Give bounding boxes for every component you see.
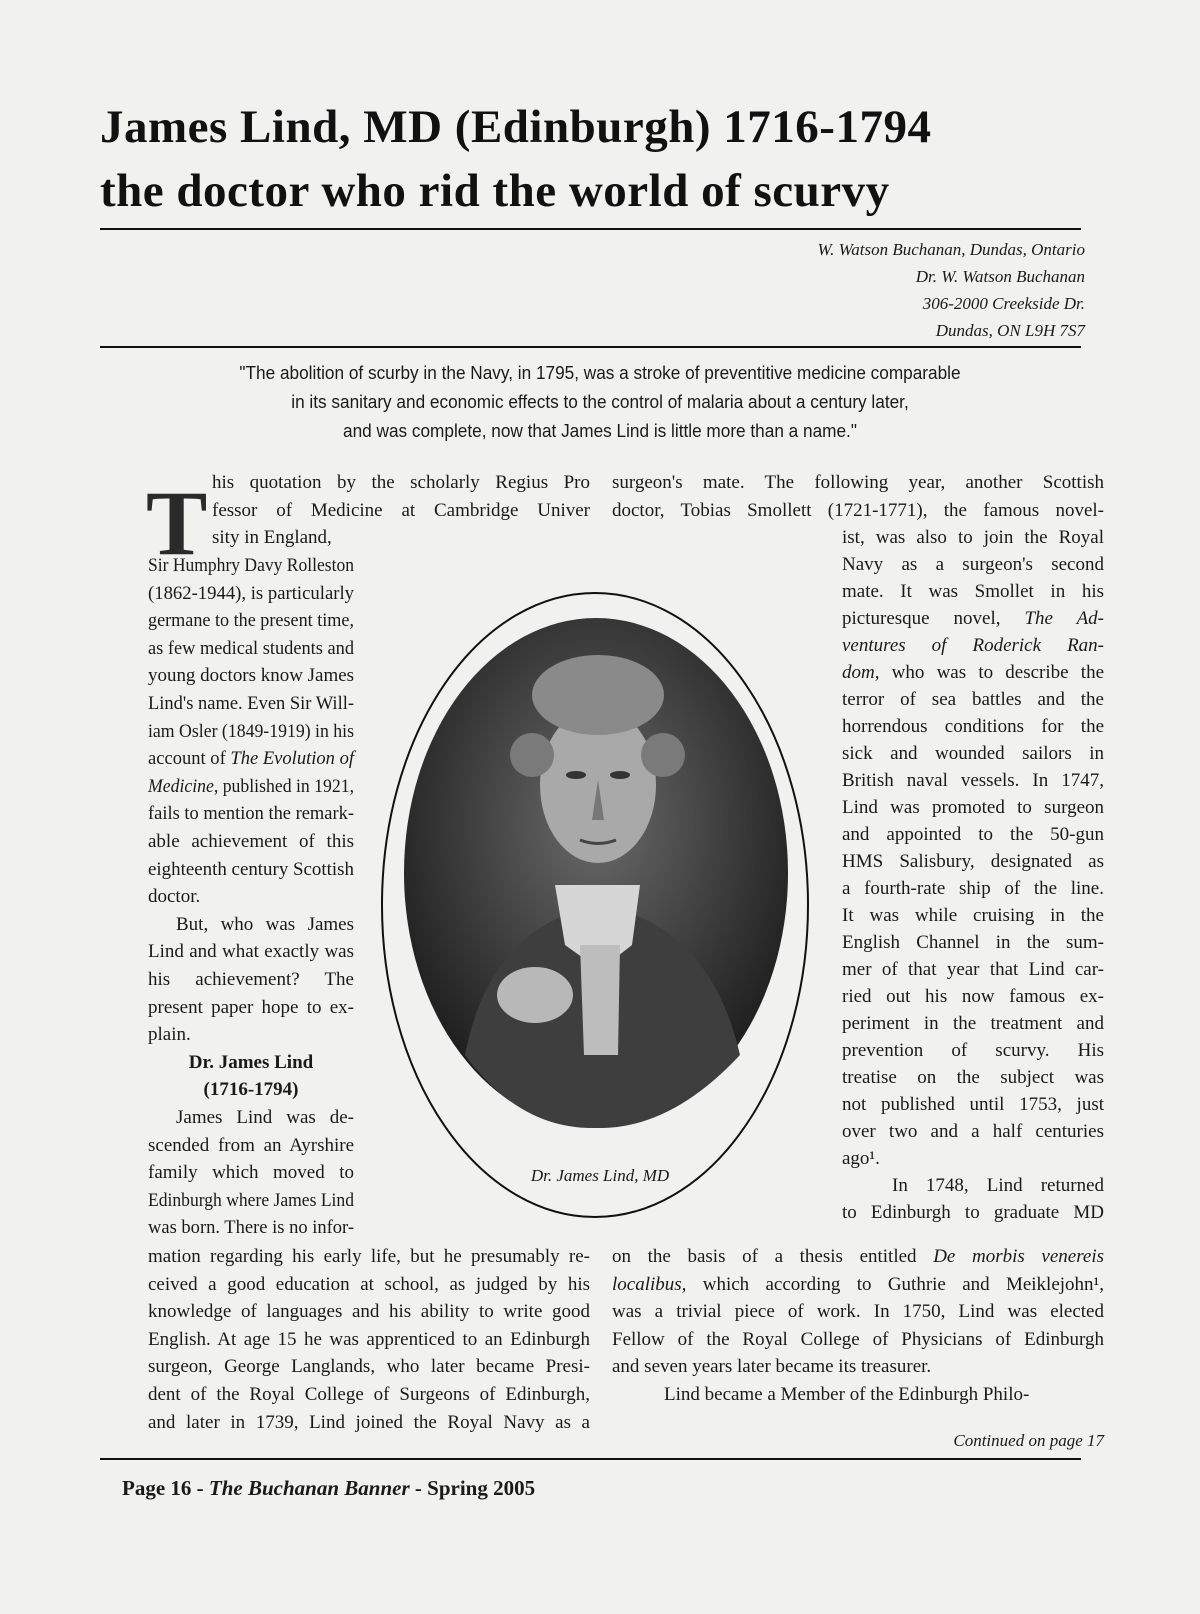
text-line: was born. There is no infor- <box>148 1217 354 1239</box>
text-line: English. At age 15 he was apprenticed to an Edinburgh <box>148 1328 590 1350</box>
text-line: treatise on the subject was <box>842 1067 1104 1088</box>
text-line: James Lind was de- <box>176 1107 354 1128</box>
text-line: and appointed to the 50-gun <box>842 824 1104 845</box>
text-line: Lind became a Member of the Edinburgh Philo- <box>664 1384 1030 1405</box>
quote-line-1: "The abolition of scurby in the Navy, in 1795, was a stroke of preventitive medicine comparable <box>239 362 961 383</box>
byline-city: Dundas, ON L9H 7S7 <box>935 321 1085 340</box>
text-line: sick and wounded sailors in <box>842 743 1104 764</box>
text-line: dom, who was to describe the <box>842 662 1104 683</box>
text-line: (1716-1794) <box>203 1079 299 1101</box>
portrait-frame <box>370 585 820 1225</box>
text-line: British naval vessels. In 1747, <box>842 770 1104 791</box>
text-line: Sir Humphry Davy Rolleston <box>148 555 354 576</box>
text-line: But, who was James <box>176 913 354 935</box>
drop-cap: T <box>146 472 208 574</box>
footer-rule <box>100 1458 1081 1460</box>
text-line: periment in the treatment and <box>842 1013 1104 1034</box>
text-line: fails to mention the remark- <box>148 803 354 825</box>
text-line: doctor. <box>148 886 201 908</box>
text-line: mer of that year that Lind car- <box>842 959 1104 980</box>
text-line: Lind's name. Even Sir Will- <box>148 693 354 714</box>
text-line: ried out his now famous ex- <box>842 986 1104 1007</box>
page-footer <box>122 1476 535 1501</box>
byline-author: W. Watson Buchanan, Dundas, Ontario <box>817 240 1085 259</box>
text-line: prevention of scurvy. His <box>842 1040 1104 1061</box>
text-line: germane to the present time, <box>148 610 354 632</box>
text-line: picturesque novel, The Ad- <box>842 608 1104 629</box>
portrait-image <box>404 618 788 1128</box>
text-line: account of The Evolution of <box>148 748 354 770</box>
text-line: (1862-1944), is particularly <box>148 582 354 604</box>
footer-publication: The Buchanan Banner <box>208 1476 410 1500</box>
text-line: English Channel in the sum- <box>842 932 1104 953</box>
quote-line-3: and was complete, now that James Lind is little more than a name." <box>343 420 857 441</box>
text-line: sity in England, <box>212 527 332 548</box>
text-line: terror of sea battles and the <box>842 689 1104 710</box>
text-line: In 1748, Lind returned <box>892 1175 1104 1196</box>
text-line: not published until 1753, just <box>842 1094 1104 1115</box>
text-line: mation regarding his early life, but he presumably re- <box>148 1246 590 1267</box>
byline-name: Dr. W. Watson Buchanan <box>915 267 1085 286</box>
text-line: dent of the Royal College of Surgeons of Edinburgh, <box>148 1384 590 1405</box>
title-rule <box>100 228 1081 230</box>
text-line: plain. <box>148 1024 191 1046</box>
portrait-caption: Dr. James Lind, MD <box>530 1166 670 1185</box>
continued-note: Continued on page 17 <box>953 1431 1104 1450</box>
footer-issue: - Spring 2005 <box>409 1476 536 1500</box>
text-line: on the basis of a thesis entitled De morbis venereis <box>612 1246 1104 1267</box>
text-line: HMS Salisbury, designated as <box>842 851 1104 872</box>
title-line-1: James Lind, MD (Edinburgh) 1716-1794 <box>100 101 932 153</box>
text-line: his quotation by the scholarly Regius Pro <box>212 472 590 493</box>
text-line: ventures of Roderick Ran- <box>842 635 1104 656</box>
quote-line-2: in its sanitary and economic effects to the control of malaria about a century later, <box>291 391 909 412</box>
text-line: family which moved to <box>148 1162 354 1184</box>
text-line: young doctors know James <box>148 665 354 687</box>
text-line: his achievement? The <box>148 969 354 990</box>
text-line: ago¹. <box>842 1148 880 1169</box>
byline-rule <box>100 346 1081 348</box>
text-line: knowledge of languages and his ability to write good <box>148 1301 590 1323</box>
text-line: Navy as a surgeon's second <box>842 554 1104 575</box>
text-line: ist, was also to join the Royal <box>842 527 1104 548</box>
text-line: surgeon's mate. The following year, another Scottish <box>612 472 1104 493</box>
text-line: fessor of Medicine at Cambridge Univer <box>212 499 590 521</box>
text-line: able achievement of this <box>148 831 354 852</box>
text-line: Fellow of the Royal College of Physicians of Edinburgh <box>612 1328 1104 1350</box>
text-line: ceived a good education at school, as judged by his <box>148 1273 590 1295</box>
text-line: localibus, which according to Guthrie and Meiklejohn¹, <box>612 1273 1104 1295</box>
text-line: doctor, Tobias Smollett (1721-1771), the famous novel- <box>612 499 1104 521</box>
text-line: surgeon, George Langlands, who later became Presi- <box>148 1356 590 1378</box>
text-line: as few medical students and <box>148 637 354 659</box>
footer-page: Page 16 - <box>122 1476 209 1500</box>
text-line: a fourth-rate ship of the line. <box>842 878 1104 899</box>
text-line: scended from an Ayrshire <box>148 1134 354 1156</box>
text-line: It was while cruising in the <box>842 905 1104 926</box>
text-line: to Edinburgh to graduate MD <box>842 1202 1104 1223</box>
text-line: and seven years later became its treasurer. <box>612 1356 932 1378</box>
byline-street: 306-2000 Creekside Dr. <box>922 294 1085 313</box>
text-line: iam Osler (1849-1919) in his <box>148 720 354 742</box>
text-line: over two and a half centuries <box>842 1121 1104 1142</box>
text-line: and later in 1739, Lind joined the Royal Navy as a <box>148 1411 590 1433</box>
text-line: Lind was promoted to surgeon <box>842 797 1104 818</box>
text-line: Medicine, published in 1921, <box>148 775 354 797</box>
text-line: Edinburgh where James Lind <box>148 1189 354 1211</box>
text-line: was a trivial piece of work. In 1750, Lind was elected <box>612 1301 1104 1323</box>
text-line: Dr. James Lind <box>188 1051 314 1073</box>
text-line: present paper hope to ex- <box>148 996 354 1018</box>
text-line: Lind and what exactly was <box>148 941 354 963</box>
text-line: mate. It was Smollet in his <box>842 581 1104 602</box>
text-line: horrendous conditions for the <box>842 716 1104 737</box>
title-line-2: the doctor who rid the world of scurvy <box>100 165 890 217</box>
text-line: eighteenth century Scottish <box>148 858 354 880</box>
